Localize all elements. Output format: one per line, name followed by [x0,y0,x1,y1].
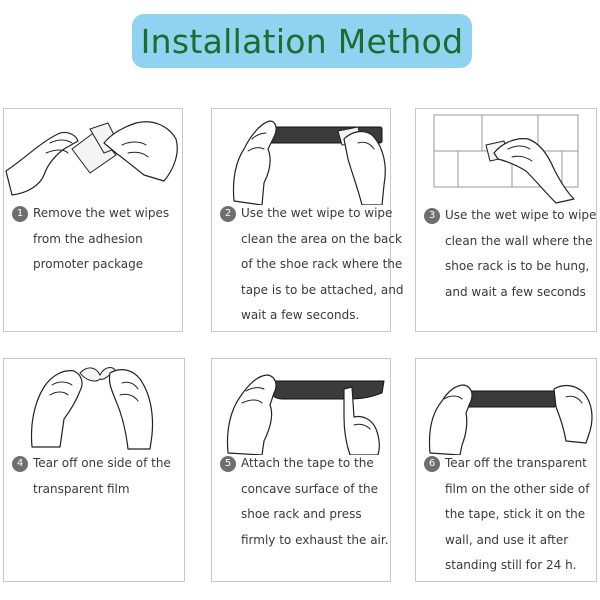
step-text-1: 1 Remove the wet wipes from the adhesion promoter package [12,201,176,278]
step-number-badge: 4 [12,456,28,472]
step-number-badge: 3 [424,208,440,224]
step-text-3: 3 Use the wet wipe to wipe clean the wall where the shoe rack is to be hung, and wait a few seconds [424,203,590,305]
title-banner [132,14,472,68]
step-number-badge: 1 [12,206,28,222]
step-card-6 [415,358,597,582]
step-card-2 [211,108,404,332]
step-text-5: 5 Attach the tape to the concave surface of the shoe rack and press firmly to exhaust the air. [220,451,384,553]
illustration-tear-film-icon [4,359,186,451]
illustration-stick-wall-icon [416,359,598,455]
page-title: Installation Method [140,21,464,61]
step-number-badge: 6 [424,456,440,472]
step-card-3 [415,108,597,332]
step-text-4: 4 Tear off one side of the transparent film [12,451,178,502]
step-text-6: 6 Tear off the transparent film on the other side of the tape, stick it on the wall, and use it after standing still for 24 h. [424,451,590,579]
step-text-2: 2 Use the wet wipe to wipe clean the area on the back of the shoe rack where the tape is to be attached, and wait a few seconds. [220,201,384,329]
step-card-1 [3,108,183,332]
step-card-4 [3,358,185,582]
step-card-5 [211,358,391,582]
step-number-badge: 2 [220,206,236,222]
illustration-remove-wipe-icon [4,109,184,199]
illustration-wipe-rack-icon [212,109,392,205]
step-number-badge: 5 [220,456,236,472]
illustration-attach-tape-icon [212,359,392,455]
illustration-wipe-wall-icon [416,109,598,205]
